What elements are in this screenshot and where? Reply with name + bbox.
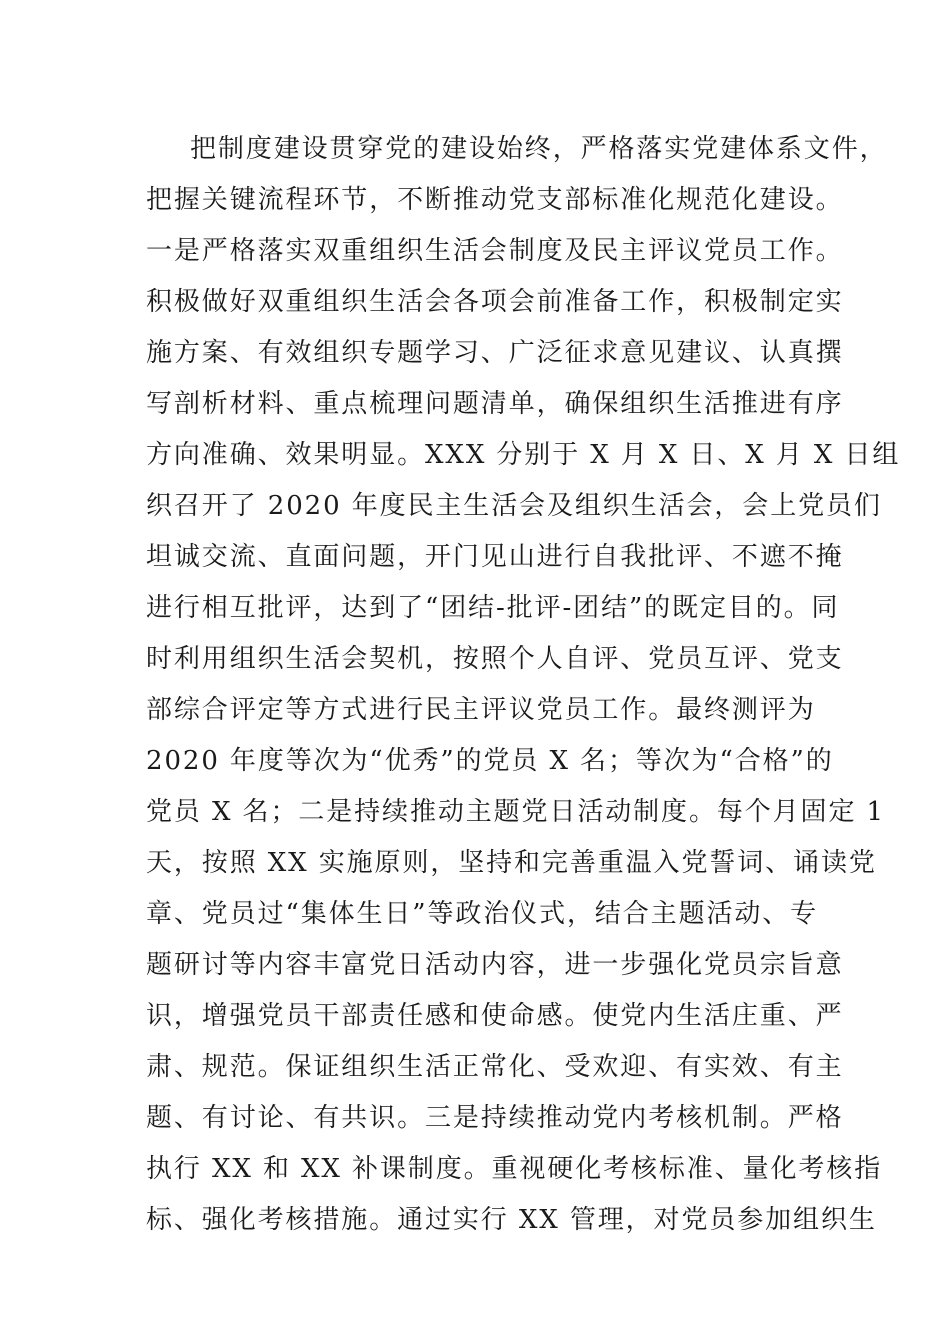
paragraph-line: 写剖析材料、重点梳理问题清单，确保组织生活推进有序	[146, 389, 844, 419]
paragraph-line: 党员 X 名；二是持续推动主题党日活动制度。每个月固定 1	[146, 797, 885, 827]
paragraph-line: 坦诚交流、直面问题，开门见山进行自我批评、不遮不掩	[146, 542, 844, 572]
paragraph-line: 进行相互批评，达到了“团结-批评-团结”的既定目的。同	[146, 593, 840, 623]
paragraph-line: 积极做好双重组织生活会各项会前准备工作，积极制定实	[146, 287, 844, 317]
paragraph-line: 一是严格落实双重组织生活会制度及民主评议党员工作。	[146, 236, 844, 266]
paragraph-line: 标、强化考核措施。通过实行 XX 管理，对党员参加组织生	[146, 1205, 877, 1235]
paragraph-line: 识，增强党员干部责任感和使命感。使党内生活庄重、严	[146, 1001, 844, 1031]
paragraph-line: 施方案、有效组织专题学习、广泛征求意见建议、认真撰	[146, 338, 844, 368]
paragraph-line: 把握关键流程环节，不断推动党支部标准化规范化建设。	[146, 185, 844, 215]
paragraph-line: 天，按照 XX 实施原则，坚持和完善重温入党誓词、诵读党	[146, 848, 877, 878]
paragraph-line: 章、党员过“集体生日”等政治仪式，结合主题活动、专	[146, 899, 819, 929]
paragraph-line: 时利用组织生活会契机，按照个人自评、党员互评、党支	[146, 644, 844, 674]
paragraph-line: 把制度建设贯穿党的建设始终，严格落实党建体系文件，	[190, 134, 888, 164]
paragraph-line: 题研讨等内容丰富党日活动内容，进一步强化党员宗旨意	[146, 950, 844, 980]
paragraph-line: 2020 年度等次为“优秀”的党员 X 名；等次为“合格”的	[146, 746, 834, 776]
paragraph-line: 方向准确、效果明显。XXX 分别于 X 月 X 日、X 月 X 日组	[146, 440, 901, 470]
paragraph-line: 题、有讨论、有共识。三是持续推动党内考核机制。严格	[146, 1103, 844, 1133]
paragraph-line: 执行 XX 和 XX 补课制度。重视硬化考核标准、量化考核指	[146, 1154, 883, 1184]
paragraph-line: 部综合评定等方式进行民主评议党员工作。最终测评为	[146, 695, 816, 725]
paragraph-line: 肃、规范。保证组织生活正常化、受欢迎、有实效、有主	[146, 1052, 844, 1082]
paragraph-line: 织召开了 2020 年度民主生活会及组织生活会，会上党员们	[146, 491, 882, 521]
